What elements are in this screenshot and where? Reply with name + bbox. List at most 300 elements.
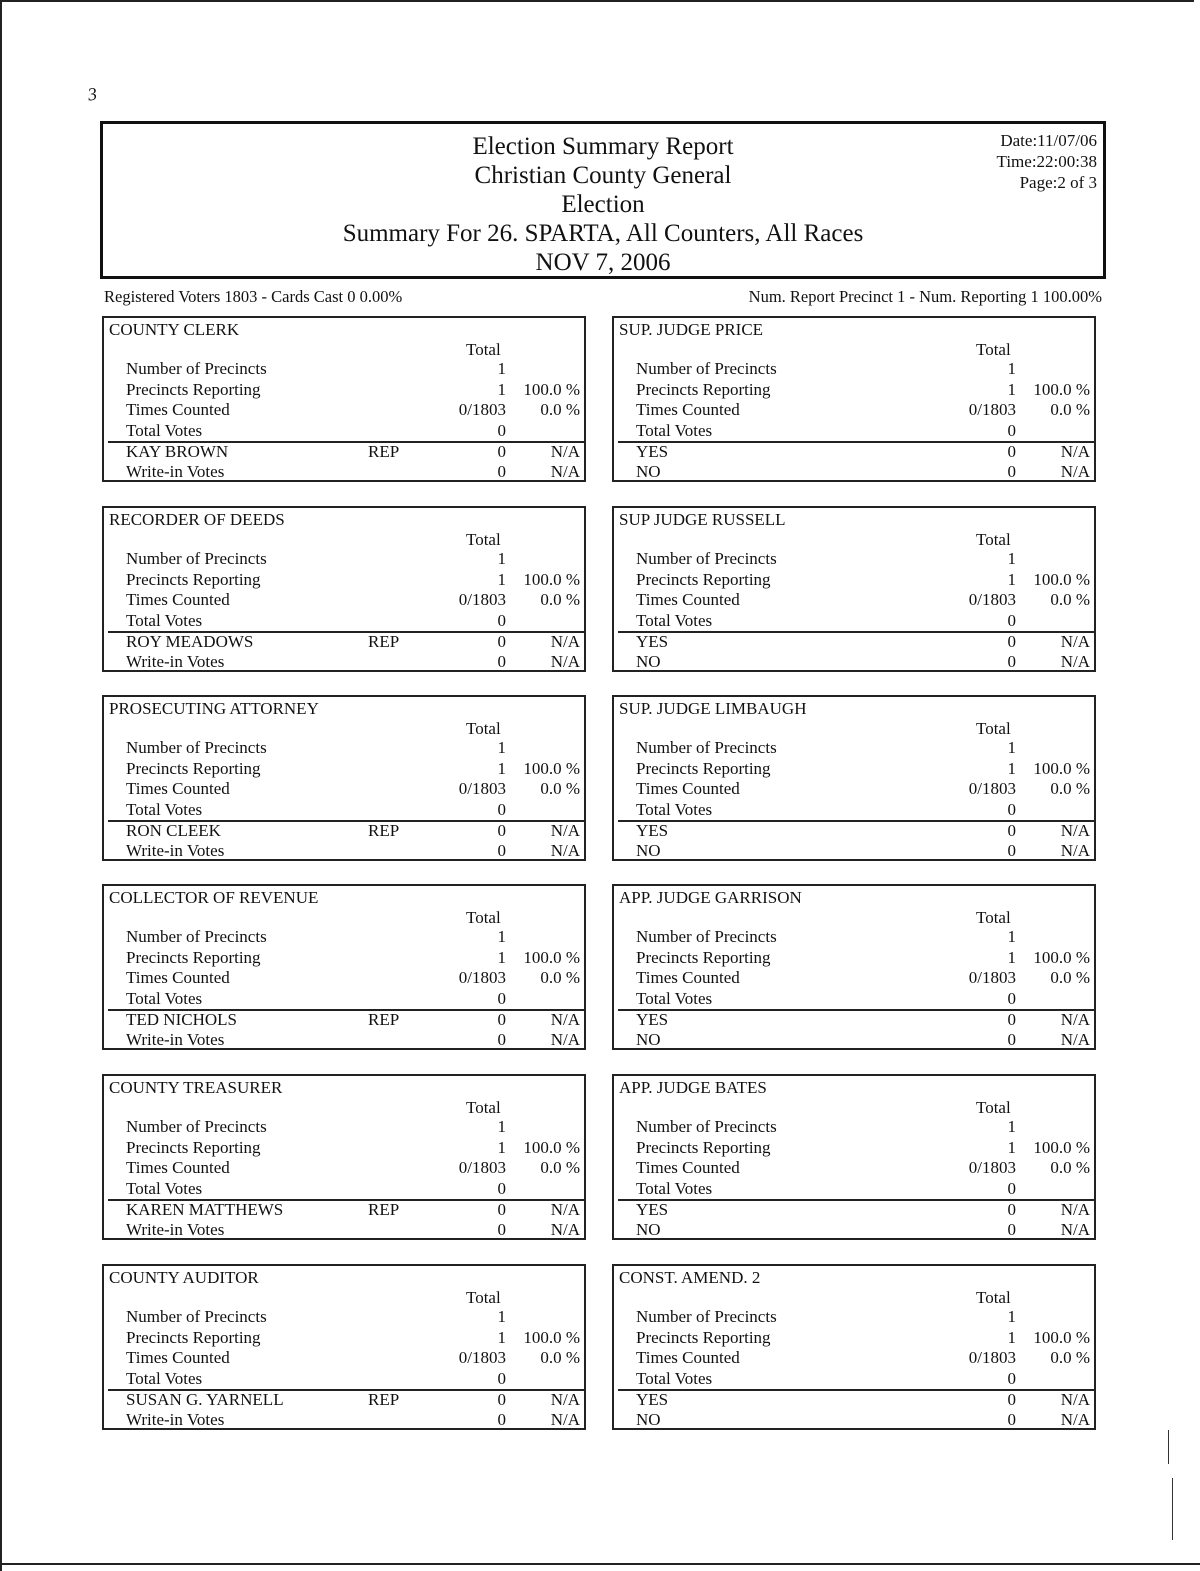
row-value: 0/1803 — [968, 1348, 1016, 1367]
choice-votes: 0 — [1007, 821, 1016, 840]
times-counted-row — [104, 1158, 584, 1178]
page-frame-top — [0, 0, 1194, 2]
row-value: 0 — [1007, 421, 1016, 440]
choice-name: KAREN MATTHEWS — [126, 1200, 284, 1219]
row-value: 1 — [497, 1307, 506, 1326]
choice-name: NO — [636, 462, 661, 481]
row-value: 1 — [1007, 948, 1016, 967]
race-title: SUP. JUDGE PRICE — [619, 320, 764, 339]
row-value: 1 — [1007, 1117, 1016, 1136]
choice-percent: N/A — [550, 1410, 580, 1429]
choice-name: Write-in Votes — [126, 1220, 225, 1239]
choice-percent: N/A — [550, 1200, 580, 1219]
times-counted-row — [104, 400, 584, 420]
choice-percent: N/A — [550, 442, 580, 461]
choice-row — [614, 1030, 1094, 1050]
row-value: 0/1803 — [458, 779, 506, 798]
row-percent: 100.0 % — [1033, 1138, 1090, 1157]
race-box — [612, 695, 1096, 861]
total-column-header: Total — [466, 530, 501, 549]
row-label: Total Votes — [636, 1179, 713, 1198]
choice-percent: N/A — [550, 632, 580, 651]
precincts-reporting-row — [104, 570, 584, 590]
report-title-block — [103, 132, 1103, 277]
total-column-header: Total — [976, 908, 1011, 927]
row-value: 0 — [497, 611, 506, 630]
choice-votes: 0 — [497, 1410, 506, 1429]
race-box — [612, 884, 1096, 1050]
choice-name: NO — [636, 841, 661, 860]
choice-percent: N/A — [1060, 442, 1090, 461]
row-value: 1 — [1007, 1328, 1016, 1347]
row-percent: 100.0 % — [523, 1328, 580, 1347]
row-label: Total Votes — [636, 421, 713, 440]
total-votes-row — [104, 800, 584, 820]
page-frame-bottom — [0, 1563, 1200, 1565]
times-counted-row — [614, 779, 1094, 799]
row-value: 0 — [1007, 989, 1016, 1008]
row-value: 0 — [497, 800, 506, 819]
precincts-reporting-row — [104, 1138, 584, 1158]
choice-name: NO — [636, 1030, 661, 1049]
choice-votes: 0 — [497, 841, 506, 860]
choice-percent: N/A — [1060, 1030, 1090, 1049]
choice-name: Write-in Votes — [126, 462, 225, 481]
row-label: Precincts Reporting — [636, 1328, 771, 1347]
precincts-reporting-row — [104, 380, 584, 400]
race-title: COUNTY AUDITOR — [109, 1268, 259, 1287]
number-of-precincts-row — [614, 549, 1094, 569]
choice-name: KAY BROWN — [126, 442, 229, 461]
choice-name: Write-in Votes — [126, 1410, 225, 1429]
row-label: Precincts Reporting — [126, 570, 261, 589]
total-votes-row — [614, 989, 1094, 1009]
row-percent: 0.0 % — [540, 400, 580, 419]
choice-percent: N/A — [550, 1220, 580, 1239]
total-column-header: Total — [976, 340, 1011, 359]
choice-percent: N/A — [1060, 1200, 1090, 1219]
handwritten-mark: 3 — [86, 83, 99, 105]
choice-percent: N/A — [550, 1030, 580, 1049]
choice-party: REP — [368, 442, 400, 461]
row-value: 1 — [497, 948, 506, 967]
row-percent: 0.0 % — [1050, 400, 1090, 419]
number-of-precincts-row — [104, 1307, 584, 1327]
total-column-header: Total — [976, 530, 1011, 549]
choice-row — [104, 652, 584, 672]
total-column-header: Total — [466, 719, 501, 738]
row-value: 0 — [497, 989, 506, 1008]
times-counted-row — [104, 968, 584, 988]
number-of-precincts-row — [614, 1307, 1094, 1327]
row-percent: 100.0 % — [1033, 1328, 1090, 1347]
choice-row — [104, 442, 584, 462]
row-label: Times Counted — [126, 968, 230, 987]
choice-row — [614, 1200, 1094, 1220]
choice-votes: 0 — [1007, 652, 1016, 671]
row-value: 0 — [497, 421, 506, 440]
race-title: CONST. AMEND. 2 — [619, 1268, 761, 1287]
row-label: Times Counted — [636, 400, 740, 419]
total-column-header: Total — [976, 719, 1011, 738]
number-of-precincts-row — [614, 359, 1094, 379]
precinct-reporting-summary: Num. Report Precinct 1 - Num. Reporting 1 100.00% — [748, 287, 1102, 306]
choice-percent: N/A — [1060, 1410, 1090, 1429]
choice-percent: N/A — [550, 1010, 580, 1029]
choice-row — [104, 841, 584, 861]
row-value: 0/1803 — [458, 1158, 506, 1177]
race-box — [102, 316, 586, 482]
row-label: Total Votes — [126, 421, 203, 440]
choice-votes: 0 — [497, 462, 506, 481]
row-value: 0/1803 — [458, 590, 506, 609]
row-label: Times Counted — [636, 590, 740, 609]
row-value: 1 — [1007, 738, 1016, 757]
race-title: APP. JUDGE BATES — [619, 1078, 767, 1097]
choice-votes: 0 — [497, 1220, 506, 1239]
choice-percent: N/A — [1060, 1390, 1090, 1409]
precincts-reporting-row — [614, 1138, 1094, 1158]
precincts-reporting-row — [614, 1328, 1094, 1348]
total-votes-row — [104, 611, 584, 631]
times-counted-row — [104, 1348, 584, 1368]
total-votes-row — [104, 1179, 584, 1199]
row-percent: 100.0 % — [523, 759, 580, 778]
choice-row — [614, 462, 1094, 482]
row-percent: 0.0 % — [1050, 590, 1090, 609]
choice-name: RON CLEEK — [126, 821, 221, 840]
row-label: Times Counted — [126, 1158, 230, 1177]
row-percent: 0.0 % — [1050, 968, 1090, 987]
report-meta — [997, 130, 1097, 193]
row-percent: 0.0 % — [1050, 1158, 1090, 1177]
report-county: Christian County General — [474, 162, 732, 189]
choice-percent: N/A — [550, 652, 580, 671]
total-column-header: Total — [976, 1288, 1011, 1307]
row-value: 0/1803 — [968, 779, 1016, 798]
row-label: Precincts Reporting — [126, 1328, 261, 1347]
choice-row — [614, 1220, 1094, 1240]
row-value: 1 — [497, 380, 506, 399]
total-votes-row — [614, 1369, 1094, 1389]
row-label: Precincts Reporting — [636, 380, 771, 399]
choice-name: YES — [636, 632, 669, 651]
choice-row — [104, 1010, 584, 1030]
row-label: Number of Precincts — [636, 1307, 777, 1326]
precincts-reporting-row — [614, 759, 1094, 779]
row-value: 1 — [1007, 570, 1016, 589]
choice-name: NO — [636, 1220, 661, 1239]
report-date-line: NOV 7, 2006 — [535, 249, 671, 276]
choice-votes: 0 — [1007, 462, 1016, 481]
precincts-reporting-row — [104, 759, 584, 779]
choice-party: REP — [368, 1200, 400, 1219]
row-value: 0 — [1007, 1179, 1016, 1198]
row-label: Total Votes — [126, 1179, 203, 1198]
row-value: 0 — [1007, 1369, 1016, 1388]
choice-name: YES — [636, 442, 669, 461]
total-votes-row — [104, 989, 584, 1009]
total-column-header: Total — [466, 340, 501, 359]
report-header — [100, 121, 1106, 279]
choice-row — [104, 1220, 584, 1240]
row-value: 1 — [497, 759, 506, 778]
race-title: COUNTY TREASURER — [109, 1078, 283, 1097]
choice-row — [104, 1390, 584, 1410]
row-percent: 0.0 % — [540, 1348, 580, 1367]
choice-votes: 0 — [497, 442, 506, 461]
choice-row — [614, 841, 1094, 861]
row-value: 1 — [1007, 549, 1016, 568]
row-value: 0/1803 — [968, 400, 1016, 419]
times-counted-row — [614, 968, 1094, 988]
choice-votes: 0 — [1007, 1390, 1016, 1409]
total-column-header: Total — [466, 908, 501, 927]
row-percent: 100.0 % — [1033, 380, 1090, 399]
choice-percent: N/A — [550, 841, 580, 860]
row-label: Precincts Reporting — [636, 570, 771, 589]
total-votes-row — [104, 421, 584, 441]
number-of-precincts-row — [104, 738, 584, 758]
row-label: Times Counted — [636, 968, 740, 987]
report-date: Date:11/07/06 — [1000, 131, 1097, 150]
race-box — [612, 316, 1096, 482]
row-value: 1 — [497, 549, 506, 568]
row-label: Times Counted — [636, 1158, 740, 1177]
row-label: Total Votes — [636, 800, 713, 819]
choice-row — [104, 632, 584, 652]
choice-name: TED NICHOLS — [126, 1010, 237, 1029]
times-counted-row — [614, 1348, 1094, 1368]
precincts-reporting-row — [614, 570, 1094, 590]
race-box — [612, 506, 1096, 672]
row-value: 1 — [1007, 359, 1016, 378]
race-box — [612, 1264, 1096, 1430]
choice-votes: 0 — [497, 1010, 506, 1029]
row-value: 1 — [1007, 1307, 1016, 1326]
number-of-precincts-row — [614, 1117, 1094, 1137]
total-column-header: Total — [976, 1098, 1011, 1117]
row-value: 1 — [1007, 759, 1016, 778]
choice-name: SUSAN G. YARNELL — [126, 1390, 284, 1409]
row-percent: 100.0 % — [523, 948, 580, 967]
row-value: 1 — [497, 1328, 506, 1347]
row-label: Number of Precincts — [126, 359, 267, 378]
row-value: 1 — [1007, 1138, 1016, 1157]
row-label: Precincts Reporting — [636, 1138, 771, 1157]
row-label: Total Votes — [636, 611, 713, 630]
scan-edge-mark — [1168, 1430, 1169, 1464]
row-value: 1 — [497, 1117, 506, 1136]
row-label: Number of Precincts — [636, 359, 777, 378]
choice-votes: 0 — [1007, 1200, 1016, 1219]
race-title: SUP. JUDGE LIMBAUGH — [619, 699, 807, 718]
choice-row — [104, 462, 584, 482]
row-percent: 100.0 % — [523, 380, 580, 399]
row-value: 0/1803 — [968, 1158, 1016, 1177]
row-label: Precincts Reporting — [126, 380, 261, 399]
choice-votes: 0 — [497, 632, 506, 651]
choice-party: REP — [368, 632, 400, 651]
row-label: Precincts Reporting — [126, 759, 261, 778]
times-counted-row — [104, 779, 584, 799]
row-label: Total Votes — [126, 989, 203, 1008]
row-value: 1 — [497, 359, 506, 378]
row-percent: 100.0 % — [1033, 759, 1090, 778]
number-of-precincts-row — [104, 359, 584, 379]
race-box — [102, 506, 586, 672]
report-time: Time:22:00:38 — [996, 152, 1097, 171]
race-title: SUP JUDGE RUSSELL — [619, 510, 786, 529]
row-label: Times Counted — [126, 779, 230, 798]
race-title: RECORDER OF DEEDS — [109, 510, 285, 529]
race-box — [102, 1074, 586, 1240]
choice-votes: 0 — [497, 1030, 506, 1049]
choice-row — [614, 652, 1094, 672]
row-percent: 100.0 % — [523, 1138, 580, 1157]
row-label: Times Counted — [126, 590, 230, 609]
choice-row — [614, 1410, 1094, 1430]
number-of-precincts-row — [104, 1117, 584, 1137]
number-of-precincts-row — [614, 927, 1094, 947]
choice-votes: 0 — [497, 1390, 506, 1409]
row-value: 1 — [1007, 380, 1016, 399]
row-value: 0/1803 — [458, 968, 506, 987]
row-label: Total Votes — [126, 1369, 203, 1388]
row-value: 1 — [497, 927, 506, 946]
row-value: 1 — [497, 1138, 506, 1157]
row-label: Number of Precincts — [126, 1307, 267, 1326]
race-title: COUNTY CLERK — [109, 320, 240, 339]
row-value: 0 — [1007, 611, 1016, 630]
row-value: 0/1803 — [968, 968, 1016, 987]
row-percent: 0.0 % — [540, 968, 580, 987]
row-label: Times Counted — [126, 400, 230, 419]
choice-row — [614, 821, 1094, 841]
choice-row — [614, 1010, 1094, 1030]
row-value: 0 — [1007, 800, 1016, 819]
choice-votes: 0 — [497, 1200, 506, 1219]
choice-name: YES — [636, 1200, 669, 1219]
row-label: Times Counted — [636, 779, 740, 798]
precincts-reporting-row — [614, 380, 1094, 400]
total-column-header: Total — [466, 1098, 501, 1117]
total-votes-row — [614, 421, 1094, 441]
choice-name: Write-in Votes — [126, 841, 225, 860]
choice-percent: N/A — [1060, 821, 1090, 840]
choice-votes: 0 — [1007, 1010, 1016, 1029]
choice-votes: 0 — [1007, 841, 1016, 860]
choice-name: Write-in Votes — [126, 652, 225, 671]
row-label: Total Votes — [636, 989, 713, 1008]
choice-party: REP — [368, 1010, 400, 1029]
total-column-header: Total — [466, 1288, 501, 1307]
row-label: Total Votes — [636, 1369, 713, 1388]
row-label: Number of Precincts — [636, 738, 777, 757]
row-value: 1 — [497, 570, 506, 589]
row-percent: 0.0 % — [540, 590, 580, 609]
choice-percent: N/A — [1060, 841, 1090, 860]
choice-percent: N/A — [1060, 462, 1090, 481]
total-votes-row — [614, 611, 1094, 631]
row-label: Total Votes — [126, 611, 203, 630]
row-label: Precincts Reporting — [636, 759, 771, 778]
choice-votes: 0 — [1007, 1030, 1016, 1049]
row-value: 1 — [1007, 927, 1016, 946]
choice-percent: N/A — [550, 462, 580, 481]
row-label: Number of Precincts — [126, 1117, 267, 1136]
choice-name: YES — [636, 821, 669, 840]
choice-votes: 0 — [497, 652, 506, 671]
row-percent: 100.0 % — [523, 570, 580, 589]
report-page: Page:2 of 3 — [1019, 173, 1097, 192]
row-percent: 0.0 % — [1050, 779, 1090, 798]
race-box — [102, 1264, 586, 1430]
choice-name: YES — [636, 1390, 669, 1409]
race-title: COLLECTOR OF REVENUE — [109, 888, 319, 907]
row-label: Total Votes — [126, 800, 203, 819]
choice-votes: 0 — [1007, 632, 1016, 651]
row-percent: 100.0 % — [1033, 948, 1090, 967]
row-value: 1 — [497, 738, 506, 757]
precincts-reporting-row — [104, 948, 584, 968]
choice-name: NO — [636, 1410, 661, 1429]
total-votes-row — [614, 800, 1094, 820]
number-of-precincts-row — [614, 738, 1094, 758]
times-counted-row — [614, 400, 1094, 420]
report-title: Election Summary Report — [472, 133, 734, 160]
number-of-precincts-row — [104, 927, 584, 947]
row-percent: 100.0 % — [1033, 570, 1090, 589]
race-title: PROSECUTING ATTORNEY — [109, 699, 319, 718]
race-box — [102, 695, 586, 861]
choice-row — [614, 632, 1094, 652]
row-percent: 0.0 % — [540, 779, 580, 798]
choice-party: REP — [368, 821, 400, 840]
choice-name: Write-in Votes — [126, 1030, 225, 1049]
choice-party: REP — [368, 1390, 400, 1409]
choice-row — [614, 442, 1094, 462]
choice-percent: N/A — [1060, 1220, 1090, 1239]
number-of-precincts-row — [104, 549, 584, 569]
report-election: Election — [561, 191, 645, 218]
choice-percent: N/A — [1060, 632, 1090, 651]
times-counted-row — [614, 1158, 1094, 1178]
row-label: Precincts Reporting — [636, 948, 771, 967]
row-label: Precincts Reporting — [126, 1138, 261, 1157]
choice-votes: 0 — [1007, 1410, 1016, 1429]
row-value: 0 — [497, 1179, 506, 1198]
choice-percent: N/A — [550, 1390, 580, 1409]
choice-name: NO — [636, 652, 661, 671]
row-value: 0/1803 — [968, 590, 1016, 609]
total-votes-row — [614, 1179, 1094, 1199]
total-votes-row — [104, 1369, 584, 1389]
race-title: APP. JUDGE GARRISON — [619, 888, 802, 907]
choice-votes: 0 — [1007, 1220, 1016, 1239]
row-label: Number of Precincts — [636, 927, 777, 946]
row-label: Number of Precincts — [126, 738, 267, 757]
choice-percent: N/A — [1060, 1010, 1090, 1029]
choice-row — [104, 821, 584, 841]
precincts-reporting-row — [614, 948, 1094, 968]
choice-votes: 0 — [1007, 442, 1016, 461]
row-label: Precincts Reporting — [126, 948, 261, 967]
row-percent: 0.0 % — [540, 1158, 580, 1177]
choice-row — [614, 1390, 1094, 1410]
row-value: 0/1803 — [458, 400, 506, 419]
row-percent: 0.0 % — [1050, 1348, 1090, 1367]
